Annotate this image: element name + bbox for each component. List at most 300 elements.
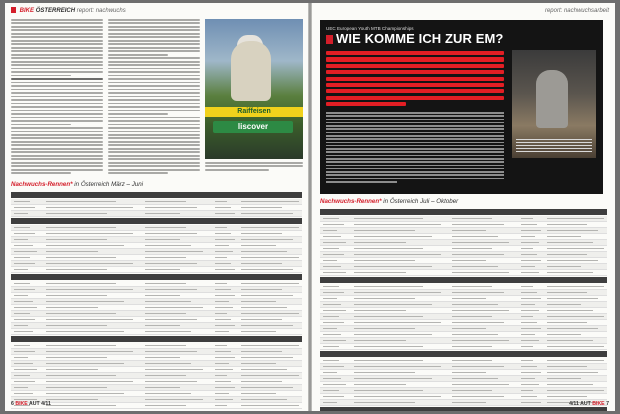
table-cell xyxy=(241,351,282,352)
table-cell xyxy=(323,260,337,261)
table-cell xyxy=(46,207,133,208)
text-line xyxy=(11,148,103,150)
table-cell xyxy=(145,351,197,352)
table-cell xyxy=(241,325,293,326)
table-cell xyxy=(145,313,186,314)
month-header xyxy=(11,192,302,198)
text-line xyxy=(108,85,200,87)
table-cell xyxy=(241,301,276,302)
text-line xyxy=(11,68,103,70)
table-cell xyxy=(145,263,197,264)
text-line xyxy=(11,172,71,174)
table-cell xyxy=(354,366,440,367)
table-cell xyxy=(521,334,535,335)
table-cell xyxy=(46,381,133,382)
table-cell xyxy=(14,213,28,214)
table-cell xyxy=(14,387,28,388)
table-cell xyxy=(323,272,346,273)
text-line xyxy=(11,61,103,63)
table-cell xyxy=(547,248,604,249)
table-cell xyxy=(145,257,186,258)
table-cell xyxy=(547,218,604,219)
table-cell xyxy=(354,272,406,273)
table-cell xyxy=(215,257,227,258)
table-cell xyxy=(452,292,504,293)
table-cell xyxy=(323,384,346,385)
text-line xyxy=(11,165,103,167)
table-cell xyxy=(323,390,339,391)
table-cell xyxy=(241,405,299,406)
text-line xyxy=(11,36,103,38)
page-number: 7 xyxy=(606,401,609,407)
text-line xyxy=(326,125,504,127)
table-cell xyxy=(521,390,533,391)
table-cell xyxy=(521,328,541,329)
text-line xyxy=(326,165,504,167)
table-cell xyxy=(323,396,344,397)
table-cell xyxy=(547,224,587,225)
left-page xyxy=(5,3,308,411)
table-cell xyxy=(145,301,192,302)
text-line xyxy=(108,19,200,21)
text-line xyxy=(326,158,504,160)
table-cell xyxy=(215,269,235,270)
text-line xyxy=(11,162,103,164)
table-cell xyxy=(241,393,276,394)
table-cell xyxy=(145,283,186,284)
table-cell xyxy=(452,272,509,273)
table-row xyxy=(11,267,302,273)
table-cell xyxy=(241,251,288,252)
text-line xyxy=(11,158,103,160)
table-cell xyxy=(354,260,414,261)
table-cell xyxy=(215,207,231,208)
table-cell xyxy=(46,331,125,332)
table-cell xyxy=(14,201,30,202)
text-line xyxy=(11,120,103,122)
text-line xyxy=(108,110,200,112)
table-cell xyxy=(452,328,486,329)
table-cell xyxy=(215,251,233,252)
text-line xyxy=(108,106,200,108)
table-cell xyxy=(452,248,492,249)
table-cell xyxy=(521,310,539,311)
table-cell xyxy=(46,233,133,234)
table-cell xyxy=(215,381,231,382)
table-cell xyxy=(215,351,231,352)
table-cell xyxy=(323,292,344,293)
table-cell xyxy=(145,319,197,320)
text-line xyxy=(108,64,200,66)
month-header xyxy=(11,336,302,342)
table-cell xyxy=(46,289,133,290)
table-cell xyxy=(215,233,231,234)
table-cell xyxy=(547,322,587,323)
table-cell xyxy=(215,295,235,296)
table-cell xyxy=(241,345,299,346)
headline-marker-icon xyxy=(326,35,333,44)
table-cell xyxy=(241,227,299,228)
table-row xyxy=(320,270,607,276)
text-line xyxy=(11,54,103,56)
table-cell xyxy=(354,402,414,403)
right-page-header xyxy=(545,7,609,16)
text-line xyxy=(326,181,397,183)
table-cell xyxy=(46,313,116,314)
text-line xyxy=(108,162,200,164)
table-cell xyxy=(14,251,37,252)
text-line xyxy=(326,145,504,147)
table-cell xyxy=(145,239,180,240)
table-cell xyxy=(354,378,431,379)
table-cell xyxy=(145,381,197,382)
table-cell xyxy=(46,405,116,406)
table-cell xyxy=(452,360,492,361)
table-cell xyxy=(452,366,504,367)
table-cell xyxy=(452,298,486,299)
table-cell xyxy=(145,331,192,332)
table-cell xyxy=(145,369,203,370)
month-header xyxy=(11,218,302,224)
table-cell xyxy=(354,322,440,323)
table-cell xyxy=(145,245,192,246)
table-cell xyxy=(521,384,539,385)
table-cell xyxy=(145,213,180,214)
left-page-footer xyxy=(11,400,51,408)
table-cell xyxy=(46,227,116,228)
table-cell xyxy=(354,230,414,231)
month-header xyxy=(320,407,607,411)
table-cell xyxy=(323,360,339,361)
table-cell xyxy=(215,301,229,302)
table-cell xyxy=(46,213,107,214)
sponsor-banner: Raiffeisen xyxy=(205,107,303,117)
table-cell xyxy=(521,272,539,273)
text-line xyxy=(11,57,103,59)
table-cell xyxy=(215,393,229,394)
table-cell xyxy=(521,266,535,267)
text-line xyxy=(326,51,504,55)
table-cell xyxy=(354,236,431,237)
table-cell xyxy=(452,260,486,261)
table-cell xyxy=(14,363,33,364)
box-body-text xyxy=(326,112,504,184)
table-cell xyxy=(547,316,604,317)
table-cell xyxy=(547,260,599,261)
table-row xyxy=(11,211,302,217)
country-label: ÖSTERREICH xyxy=(35,8,76,14)
table-cell xyxy=(323,340,346,341)
table-cell xyxy=(521,286,533,287)
table-cell xyxy=(241,201,299,202)
table-cell xyxy=(46,245,125,246)
text-line xyxy=(108,144,200,146)
table-cell xyxy=(547,366,587,367)
table-cell xyxy=(145,387,180,388)
table-cell xyxy=(46,301,125,302)
text-line xyxy=(108,141,200,143)
text-line xyxy=(108,158,200,160)
text-line xyxy=(11,50,103,52)
text-line xyxy=(326,161,504,163)
table-cell xyxy=(354,218,423,219)
table-cell xyxy=(241,269,293,270)
text-line xyxy=(11,29,103,31)
table-cell xyxy=(46,319,133,320)
table-cell xyxy=(215,307,233,308)
text-line xyxy=(326,70,504,74)
table-cell xyxy=(215,239,235,240)
text-line xyxy=(108,155,200,157)
table-cell xyxy=(145,375,186,376)
text-line xyxy=(11,92,103,94)
table-cell xyxy=(521,230,541,231)
text-line xyxy=(11,26,103,28)
table-cell xyxy=(145,269,180,270)
table-cell xyxy=(323,316,339,317)
table-row xyxy=(11,329,302,335)
table-cell xyxy=(323,298,337,299)
table-cell xyxy=(241,283,299,284)
table-cell xyxy=(145,399,203,400)
text-line xyxy=(108,29,200,31)
table-cell xyxy=(452,230,486,231)
table-cell xyxy=(452,384,509,385)
table-cell xyxy=(215,405,227,406)
table-cell xyxy=(215,363,229,364)
table-cell xyxy=(215,325,235,326)
table-cell xyxy=(14,233,35,234)
table-cell xyxy=(46,345,116,346)
table-cell xyxy=(521,254,537,255)
table-cell xyxy=(241,381,282,382)
calendar-title-text: Nachwuchs-Rennen* xyxy=(11,181,73,188)
month-header xyxy=(320,209,607,215)
table-cell xyxy=(46,363,125,364)
table-cell xyxy=(452,236,498,237)
table-cell xyxy=(14,357,28,358)
table-cell xyxy=(145,307,203,308)
rider-photo-box xyxy=(512,50,596,158)
table-cell xyxy=(145,393,192,394)
table-cell xyxy=(323,242,346,243)
text-line xyxy=(11,155,103,157)
text-line xyxy=(108,40,200,42)
text-line xyxy=(108,71,200,73)
table-cell xyxy=(452,378,498,379)
table-cell xyxy=(452,346,492,347)
table-cell xyxy=(521,360,533,361)
section-label: BIKE xyxy=(19,8,35,14)
month-header xyxy=(320,351,607,357)
table-cell xyxy=(215,345,227,346)
table-cell xyxy=(521,396,537,397)
table-cell xyxy=(14,325,28,326)
table-cell xyxy=(323,224,344,225)
table-cell xyxy=(354,328,414,329)
table-cell xyxy=(354,396,440,397)
text-line xyxy=(11,89,103,91)
table-cell xyxy=(452,242,509,243)
table-cell xyxy=(547,340,593,341)
table-cell xyxy=(241,207,282,208)
table-cell xyxy=(241,245,276,246)
table-cell xyxy=(521,304,535,305)
text-line xyxy=(326,115,504,117)
text-line xyxy=(108,36,200,38)
text-line xyxy=(11,78,103,80)
table-cell xyxy=(323,328,337,329)
table-cell xyxy=(215,283,227,284)
box-headline-text: WIE KOMME ICH ZUR EM? xyxy=(336,31,504,46)
table-cell xyxy=(14,319,35,320)
table-cell xyxy=(14,345,30,346)
table-cell xyxy=(452,322,504,323)
table-cell xyxy=(547,396,587,397)
text-line xyxy=(11,22,103,24)
table-cell xyxy=(547,334,581,335)
text-line xyxy=(11,144,103,146)
table-cell xyxy=(145,363,192,364)
table-cell xyxy=(547,372,599,373)
table-cell xyxy=(14,269,28,270)
table-cell xyxy=(323,322,344,323)
table-cell xyxy=(547,230,599,231)
right-page-footer xyxy=(569,400,609,408)
footer-issue: AUT 4/11 xyxy=(29,401,51,407)
text-line xyxy=(11,137,103,139)
table-cell xyxy=(323,378,341,379)
table-cell xyxy=(215,399,233,400)
table-cell xyxy=(521,372,541,373)
table-cell xyxy=(145,251,203,252)
text-line xyxy=(326,135,504,137)
table-cell xyxy=(521,236,535,237)
table-cell xyxy=(14,369,37,370)
table-cell xyxy=(241,239,293,240)
table-cell xyxy=(46,393,125,394)
table-cell xyxy=(354,224,440,225)
page-number: 6 xyxy=(11,401,14,407)
table-cell xyxy=(14,227,30,228)
table-cell xyxy=(547,390,604,391)
table-cell xyxy=(323,254,344,255)
table-cell xyxy=(14,331,33,332)
text-line xyxy=(326,102,406,106)
text-line xyxy=(108,137,200,139)
text-line xyxy=(11,64,103,66)
table-cell xyxy=(241,387,293,388)
text-line xyxy=(108,124,200,126)
text-line xyxy=(11,19,103,21)
text-line xyxy=(326,64,504,68)
table-cell xyxy=(46,239,107,240)
text-line xyxy=(108,57,200,59)
text-line xyxy=(326,171,504,173)
text-line xyxy=(326,96,504,100)
rider-shape xyxy=(231,41,271,101)
text-line xyxy=(11,75,71,77)
table-cell xyxy=(547,304,581,305)
table-cell xyxy=(46,251,98,252)
text-line xyxy=(108,148,200,150)
table-cell xyxy=(354,248,423,249)
box-photo-caption xyxy=(516,139,592,154)
table-cell xyxy=(145,233,197,234)
text-line xyxy=(205,169,269,171)
calendar-title-text: Nachwuchs-Rennen* xyxy=(320,198,382,205)
table-cell xyxy=(215,387,235,388)
text-line xyxy=(11,99,103,101)
text-line xyxy=(108,68,200,70)
table-cell xyxy=(354,340,406,341)
table-cell xyxy=(145,405,186,406)
text-line xyxy=(516,139,592,141)
calendar-subtitle-text: in Österreich März – Juni xyxy=(74,181,144,188)
table-cell xyxy=(354,292,440,293)
box-kicker: UEC European Youth MTB Championships xyxy=(326,26,414,31)
table-row xyxy=(11,403,302,409)
table-cell xyxy=(46,387,107,388)
text-line xyxy=(11,40,103,42)
table-cell xyxy=(14,393,33,394)
text-line xyxy=(11,169,103,171)
text-line xyxy=(11,110,103,112)
table-cell xyxy=(323,346,339,347)
table-cell xyxy=(46,269,107,270)
text-line xyxy=(11,47,103,49)
table-cell xyxy=(452,310,509,311)
text-line xyxy=(11,134,103,136)
table-cell xyxy=(521,366,537,367)
footer-bike: BIKE xyxy=(15,401,28,407)
table-cell xyxy=(14,207,35,208)
text-line xyxy=(11,103,103,105)
table-cell xyxy=(14,257,30,258)
footer-issue: 4/11 AUT xyxy=(569,401,591,407)
text-line xyxy=(326,128,504,130)
table-cell xyxy=(354,334,431,335)
table-cell xyxy=(354,254,440,255)
table-cell xyxy=(452,254,504,255)
table-cell xyxy=(215,213,235,214)
table-cell xyxy=(547,272,593,273)
text-line xyxy=(108,61,200,63)
month-header xyxy=(11,274,302,280)
table-cell xyxy=(323,366,344,367)
race-calendar-left xyxy=(11,191,302,409)
table-cell xyxy=(241,313,299,314)
table-cell xyxy=(521,378,535,379)
table-cell xyxy=(215,227,227,228)
text-line xyxy=(108,96,200,98)
table-cell xyxy=(521,322,537,323)
table-cell xyxy=(452,334,498,335)
table-cell xyxy=(145,207,197,208)
text-line xyxy=(326,89,504,93)
table-cell xyxy=(145,325,180,326)
table-cell xyxy=(452,396,504,397)
table-cell xyxy=(241,363,276,364)
table-cell xyxy=(215,313,227,314)
table-cell xyxy=(145,289,197,290)
text-line xyxy=(326,148,504,150)
table-cell xyxy=(46,375,116,376)
table-cell xyxy=(323,310,346,311)
text-line xyxy=(11,124,71,126)
table-cell xyxy=(241,213,293,214)
table-cell xyxy=(521,218,533,219)
